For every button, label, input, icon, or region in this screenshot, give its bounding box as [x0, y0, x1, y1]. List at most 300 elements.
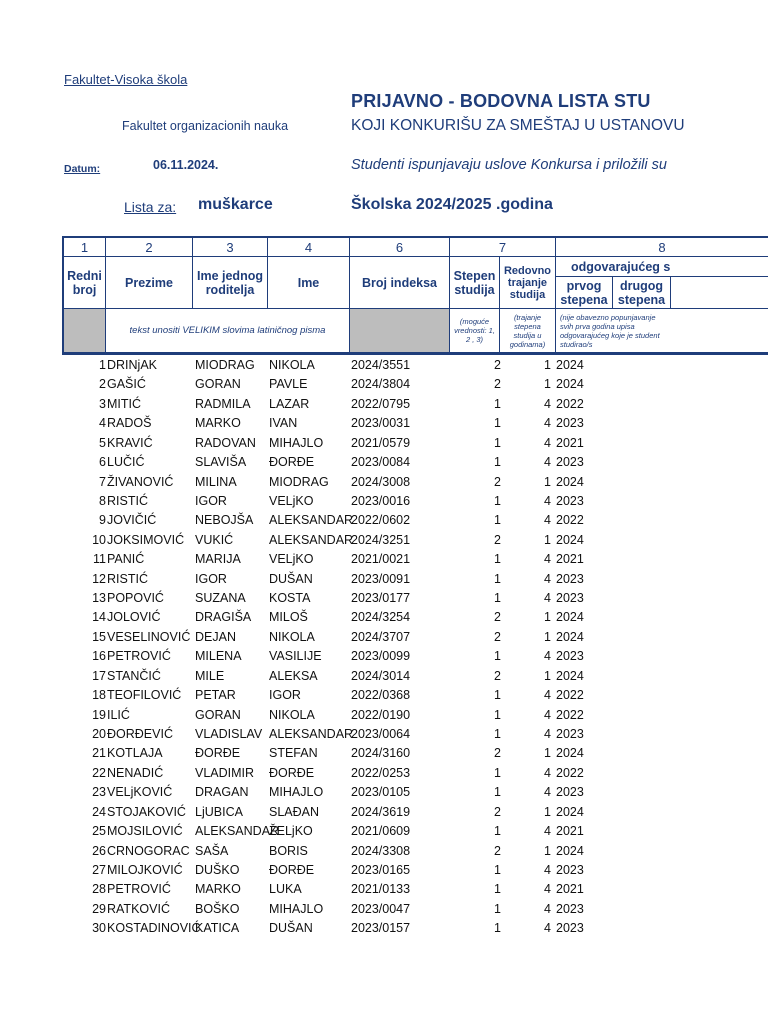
cell-redni-broj: 11: [93, 552, 106, 567]
cell-broj-indeksa: 2023/0084: [351, 455, 411, 470]
cell-godina-upisa: 2024: [556, 746, 584, 761]
cell-redni-broj: 20: [92, 726, 106, 741]
cell-broj-indeksa: 2021/0133: [351, 882, 411, 897]
cell-ime: BORIS: [269, 843, 308, 858]
table-row: [0, 395, 768, 414]
table-row: [0, 803, 768, 822]
cell-ime-roditelja: MARKO: [195, 882, 241, 897]
cell-trajanje: 1: [544, 746, 551, 761]
cell-prezime: TEOFILOVIĆ: [107, 688, 182, 703]
cell-ime: NIKOLA: [269, 629, 315, 644]
table-row: [0, 375, 768, 394]
table-row: [0, 473, 768, 492]
cell-ime: SLAĐAN: [269, 804, 320, 819]
table-row: [0, 511, 768, 530]
cell-broj-indeksa: 2023/0016: [351, 493, 411, 508]
cell-broj-indeksa: 2024/3008: [351, 474, 411, 489]
cell-stepen: 2: [494, 358, 501, 372]
cell-redni-broj: 15: [92, 629, 106, 644]
cell-ime-roditelja: MILE: [195, 668, 225, 683]
cell-trajanje: 4: [544, 824, 551, 839]
cell-ime-roditelja: DRAGIŠA: [195, 610, 252, 625]
hint-stepen: (moguće vrednosti: 1, 2 , 3): [450, 309, 500, 353]
cell-godina-upisa: 2023: [556, 493, 584, 508]
cell-trajanje: 1: [544, 532, 551, 547]
table-row: [0, 744, 768, 763]
cell-trajanje: 1: [544, 474, 551, 489]
cell-godina-upisa: 2021: [556, 824, 584, 839]
cell-prezime: VESELINOVIĆ: [107, 629, 191, 644]
cell-godina-upisa: 2022: [556, 688, 584, 703]
cell-ime-roditelja: SLAVIŠA: [195, 455, 247, 470]
cell-ime: LAZAR: [269, 396, 310, 411]
cell-redni-broj: 17: [92, 668, 106, 683]
cell-stepen: 1: [494, 435, 501, 450]
cell-trajanje: 1: [544, 668, 551, 683]
cell-trajanje: 1: [544, 804, 551, 819]
cell-prezime: JOVIČIĆ: [107, 513, 157, 528]
cell-broj-indeksa: 2023/0177: [351, 591, 411, 606]
table-row: [0, 861, 768, 880]
cell-broj-indeksa: 2024/3254: [351, 610, 411, 625]
table-row: [0, 725, 768, 744]
lista-value: muškarce: [198, 196, 273, 213]
cell-ime: DUŠAN: [269, 571, 313, 586]
cell-ime-roditelja: IGOR: [195, 493, 227, 508]
cell-redni-broj: 4: [99, 416, 106, 431]
cell-ime: ALEKSANDAR: [269, 532, 354, 547]
cell-redni-broj: 22: [92, 765, 106, 780]
cell-ime: ALEKSA: [269, 668, 318, 683]
cell-ime: NIKOLA: [269, 358, 315, 372]
cell-broj-indeksa: 2024/3308: [351, 843, 411, 858]
cell-ime: ĐORĐE: [269, 455, 315, 470]
faculty-name: Fakultet organizacionih nauka: [122, 119, 289, 133]
cell-ime-roditelja: DEJAN: [195, 629, 236, 644]
cell-ime-roditelja: IGOR: [195, 571, 227, 586]
cell-redni-broj: 21: [92, 746, 106, 761]
cell-redni-broj: 12: [92, 571, 106, 586]
cell-trajanje: 4: [544, 726, 551, 741]
header-odgovarajuceg: odgovarajućeg s: [556, 257, 768, 277]
hint-trajanje: (trajanje stepena studija u godinama): [500, 309, 556, 353]
cell-trajanje: 1: [544, 358, 551, 372]
table-row: [0, 628, 768, 647]
fakultet-link[interactable]: Fakultet-Visoka škola: [64, 72, 188, 87]
cell-ime-roditelja: BOŠKO: [195, 901, 240, 916]
cell-broj-indeksa: 2023/0105: [351, 785, 411, 800]
cell-trajanje: 4: [544, 765, 551, 780]
cell-ime-roditelja: KATICA: [195, 921, 240, 936]
cell-godina-upisa: 2024: [556, 804, 584, 819]
cell-prezime: DRINjAK: [107, 358, 158, 372]
cell-ime: NIKOLA: [269, 707, 315, 722]
cell-trajanje: 4: [544, 493, 551, 508]
cell-godina-upisa: 2024: [556, 668, 584, 683]
cell-prezime: PETROVIĆ: [107, 649, 171, 664]
cell-trajanje: 4: [544, 649, 551, 664]
cell-ime-roditelja: PETAR: [195, 688, 236, 703]
cell-prezime: KOTLAJA: [107, 746, 163, 761]
table-row: [0, 880, 768, 899]
hint-gray-index: [350, 309, 450, 353]
col-number-3: 3: [193, 238, 268, 257]
cell-redni-broj: 19: [92, 707, 106, 722]
cell-redni-broj: 27: [92, 862, 106, 877]
col-number-2: 2: [106, 238, 193, 257]
cell-broj-indeksa: 2024/3619: [351, 804, 411, 819]
cell-godina-upisa: 2024: [556, 358, 584, 372]
cell-prezime: ŽIVANOVIĆ: [107, 474, 174, 489]
cell-trajanje: 1: [544, 610, 551, 625]
cell-godina-upisa: 2021: [556, 882, 584, 897]
cell-trajanje: 4: [544, 862, 551, 877]
cell-ime-roditelja: VUKIĆ: [195, 532, 234, 547]
cell-ime-roditelja: GORAN: [195, 377, 241, 392]
table-row: [0, 706, 768, 725]
cell-ime: MIHAJLO: [269, 435, 324, 450]
cell-prezime: RISTIĆ: [107, 571, 148, 586]
cell-stepen: 2: [494, 474, 501, 489]
cell-broj-indeksa: 2023/0047: [351, 901, 411, 916]
table-row: [0, 919, 768, 938]
cell-ime-roditelja: RADMILA: [195, 396, 251, 411]
cell-ime-roditelja: SUZANA: [195, 591, 246, 606]
cell-godina-upisa: 2023: [556, 416, 584, 431]
cell-stepen: 1: [494, 882, 501, 897]
cell-stepen: 2: [494, 610, 501, 625]
cell-stepen: 2: [494, 668, 501, 683]
cell-broj-indeksa: 2024/3251: [351, 532, 411, 547]
cell-ime-roditelja: MARIJA: [195, 552, 241, 567]
table-row: [0, 356, 768, 375]
cell-broj-indeksa: 2022/0602: [351, 513, 411, 528]
cell-stepen: 1: [494, 862, 501, 877]
col-number-8: 8: [556, 238, 768, 257]
cell-godina-upisa: 2023: [556, 455, 584, 470]
cell-ime-roditelja: MILINA: [195, 474, 237, 489]
cell-broj-indeksa: 2022/0795: [351, 396, 411, 411]
cell-prezime: JOKSIMOVIĆ: [107, 532, 185, 547]
cell-stepen: 1: [494, 571, 501, 586]
cell-stepen: 2: [494, 532, 501, 547]
cell-godina-upisa: 2024: [556, 377, 584, 392]
cell-trajanje: 4: [544, 396, 551, 411]
cell-stepen: 1: [494, 591, 501, 606]
cell-godina-upisa: 2023: [556, 591, 584, 606]
header-drugog-stepena: drugog stepena: [613, 277, 671, 309]
cell-ime: MIHAJLO: [269, 785, 324, 800]
cell-stepen: 1: [494, 921, 501, 936]
datum-label: Datum:: [64, 163, 101, 175]
cell-prezime: VELjKOVIĆ: [107, 785, 173, 800]
cell-godina-upisa: 2024: [556, 610, 584, 625]
cell-redni-broj: 26: [92, 843, 106, 858]
cell-ime: DUŠAN: [269, 921, 313, 936]
cell-broj-indeksa: 2023/0157: [351, 921, 411, 936]
cell-godina-upisa: 2021: [556, 435, 584, 450]
cell-trajanje: 4: [544, 513, 551, 528]
page-subtitle: KOJI KONKURIŠU ZA SMEŠTAJ U USTANOVU: [351, 117, 685, 134]
cell-redni-broj: 6: [99, 455, 106, 470]
cell-trajanje: 1: [544, 843, 551, 858]
table-row: [0, 842, 768, 861]
cell-broj-indeksa: 2024/3551: [351, 358, 411, 372]
cell-ime-roditelja: MILENA: [195, 649, 242, 664]
cell-broj-indeksa: 2022/0253: [351, 765, 411, 780]
cell-ime: KOSTA: [269, 591, 311, 606]
cell-trajanje: 4: [544, 688, 551, 703]
cell-redni-broj: 25: [92, 824, 106, 839]
cell-redni-broj: 14: [92, 610, 106, 625]
cell-ime: LUKA: [269, 882, 302, 897]
cell-broj-indeksa: 2023/0031: [351, 416, 411, 431]
table-row: [0, 550, 768, 569]
cell-broj-indeksa: 2022/0190: [351, 707, 411, 722]
cell-prezime: ĐORĐEVIĆ: [107, 726, 173, 741]
cell-stepen: 2: [494, 804, 501, 819]
cell-redni-broj: 13: [92, 591, 106, 606]
cell-prezime: RATKOVIĆ: [107, 901, 170, 916]
cell-redni-broj: 23: [92, 785, 106, 800]
cell-godina-upisa: 2021: [556, 552, 584, 567]
cell-prezime: NENADIĆ: [107, 765, 164, 780]
cell-ime: IVAN: [269, 416, 298, 431]
cell-ime-roditelja: ALEKSANDAR: [195, 824, 280, 839]
header-broj-indeksa: Broj indeksa: [350, 257, 450, 309]
cell-prezime: STOJAKOVIĆ: [107, 804, 186, 819]
cell-stepen: 1: [494, 455, 501, 470]
datum-value: 06.11.2024.: [153, 158, 219, 172]
cell-ime: VELjKO: [269, 493, 314, 508]
cell-godina-upisa: 2023: [556, 571, 584, 586]
cell-stepen: 1: [494, 649, 501, 664]
cell-ime: MILOŠ: [269, 610, 308, 625]
cell-ime: IGOR: [269, 688, 301, 703]
cell-trajanje: 4: [544, 785, 551, 800]
cell-godina-upisa: 2022: [556, 765, 584, 780]
header-ime-roditelja: Ime jednog roditelja: [193, 257, 268, 309]
cell-redni-broj: 7: [99, 474, 106, 489]
cell-ime-roditelja: LjUBICA: [195, 804, 243, 819]
cell-ime: ĐORĐE: [269, 862, 315, 877]
cell-prezime: RADOŠ: [107, 416, 152, 431]
lista-label: Lista za:: [124, 199, 177, 215]
cell-ime: ALEKSANDAR: [269, 513, 354, 528]
cell-broj-indeksa: 2023/0091: [351, 571, 411, 586]
cell-ime: VELjKO: [269, 552, 314, 567]
cell-redni-broj: 10: [92, 532, 106, 547]
cell-trajanje: 4: [544, 901, 551, 916]
cell-prezime: RISTIĆ: [107, 493, 148, 508]
cell-trajanje: 4: [544, 455, 551, 470]
col-number-7: 7: [450, 238, 556, 257]
cell-godina-upisa: 2024: [556, 629, 584, 644]
cell-ime-roditelja: SAŠA: [195, 843, 229, 858]
table-row: [0, 900, 768, 919]
cell-stepen: 2: [494, 377, 501, 392]
cell-prezime: CRNOGORAC: [107, 843, 190, 858]
cell-broj-indeksa: 2023/0064: [351, 726, 411, 741]
cell-prezime: KRAVIĆ: [107, 435, 153, 450]
cell-ime: ĐORĐE: [269, 765, 315, 780]
cell-trajanje: 4: [544, 882, 551, 897]
cell-redni-broj: 8: [99, 493, 106, 508]
cell-prezime: PANIĆ: [107, 552, 145, 567]
cell-ime-roditelja: MIODRAG: [195, 358, 255, 372]
cell-prezime: POPOVIĆ: [107, 591, 164, 606]
cell-ime-roditelja: VLADISLAV: [195, 726, 263, 741]
table-row: [0, 531, 768, 550]
cell-broj-indeksa: 2024/3014: [351, 668, 411, 683]
cell-stepen: 2: [494, 746, 501, 761]
hint-godina: (nije obavezno popunjavanje svih prva godina upisa odgovarajućeg koje je student studirao/s: [556, 309, 768, 353]
cell-trajanje: 1: [544, 629, 551, 644]
header-empty-cell: [671, 277, 768, 309]
cell-broj-indeksa: 2024/3160: [351, 746, 411, 761]
cell-stepen: 1: [494, 513, 501, 528]
cell-ime-roditelja: RADOVAN: [195, 435, 256, 450]
cell-godina-upisa: 2023: [556, 726, 584, 741]
cell-redni-broj: 3: [99, 396, 106, 411]
cell-stepen: 2: [494, 629, 501, 644]
cell-ime-roditelja: VLADIMIR: [195, 765, 255, 780]
table-row: [0, 492, 768, 511]
col-number-4: 4: [268, 238, 350, 257]
cell-broj-indeksa: 2023/0165: [351, 862, 411, 877]
col-number-1: 1: [64, 238, 106, 257]
hint-gray-cell: [64, 309, 106, 353]
cell-stepen: 1: [494, 552, 501, 567]
cell-prezime: ILIĆ: [107, 707, 130, 722]
cell-godina-upisa: 2022: [556, 513, 584, 528]
cell-stepen: 1: [494, 726, 501, 741]
cell-stepen: 1: [494, 493, 501, 508]
cell-ime-roditelja: MARKO: [195, 416, 241, 431]
cell-stepen: 1: [494, 901, 501, 916]
cell-prezime: PETROVIĆ: [107, 882, 171, 897]
school-year: Školska 2024/2025 .godina: [351, 196, 553, 213]
cell-redni-broj: 24: [92, 804, 106, 819]
cell-broj-indeksa: 2024/3804: [351, 377, 411, 392]
conditions-note: Studenti ispunjavaju uslove Konkursa i priložili su: [351, 157, 667, 173]
cell-broj-indeksa: 2023/0099: [351, 649, 411, 664]
cell-stepen: 1: [494, 824, 501, 839]
cell-godina-upisa: 2024: [556, 532, 584, 547]
cell-godina-upisa: 2023: [556, 862, 584, 877]
cell-stepen: 1: [494, 396, 501, 411]
header-prezime: Prezime: [106, 257, 193, 309]
table-row: [0, 783, 768, 802]
cell-godina-upisa: 2022: [556, 396, 584, 411]
header-stepen: Stepen studija: [450, 257, 500, 309]
cell-ime: VASILIJE: [269, 649, 322, 664]
cell-redni-broj: 18: [92, 688, 106, 703]
cell-ime-roditelja: ĐORĐE: [195, 746, 241, 761]
cell-trajanje: 4: [544, 707, 551, 722]
cell-godina-upisa: 2023: [556, 901, 584, 916]
page-title: PRIJAVNO - BODOVNA LISTA STU: [351, 91, 651, 111]
cell-trajanje: 4: [544, 571, 551, 586]
header-ime: Ime: [268, 257, 350, 309]
cell-godina-upisa: 2023: [556, 785, 584, 800]
table-row: [0, 453, 768, 472]
cell-godina-upisa: 2024: [556, 474, 584, 489]
cell-redni-broj: 5: [99, 435, 106, 450]
cell-ime: STEFAN: [269, 746, 318, 761]
table-header-bottom-border: [62, 353, 768, 355]
cell-broj-indeksa: 2022/0368: [351, 688, 411, 703]
cell-trajanje: 4: [544, 416, 551, 431]
cell-redni-broj: 28: [92, 882, 106, 897]
cell-ime: ALEKSANDAR: [269, 726, 354, 741]
cell-prezime: JOLOVIĆ: [107, 610, 161, 625]
cell-godina-upisa: 2023: [556, 921, 584, 936]
cell-godina-upisa: 2023: [556, 649, 584, 664]
cell-trajanje: 4: [544, 435, 551, 450]
cell-trajanje: 4: [544, 552, 551, 567]
table-row: [0, 764, 768, 783]
cell-stepen: 1: [494, 707, 501, 722]
table-row: [0, 414, 768, 433]
cell-redni-broj: 29: [92, 901, 106, 916]
cell-ime: PAVLE: [269, 377, 308, 392]
cell-broj-indeksa: 2021/0609: [351, 824, 411, 839]
cell-prezime: STANČIĆ: [107, 668, 161, 683]
cell-ime: ŽELjKO: [269, 824, 313, 839]
cell-redni-broj: 30: [92, 921, 106, 936]
cell-stepen: 1: [494, 785, 501, 800]
cell-ime-roditelja: GORAN: [195, 707, 241, 722]
cell-prezime: LUČIĆ: [107, 455, 145, 470]
cell-trajanje: 1: [544, 377, 551, 392]
cell-stepen: 1: [494, 688, 501, 703]
table-row: [0, 434, 768, 453]
cell-trajanje: 4: [544, 921, 551, 936]
table-row: [0, 570, 768, 589]
header-prvog-stepena: prvog stepena: [556, 277, 613, 309]
header-redni-broj: Redni broj: [64, 257, 106, 309]
cell-redni-broj: 2: [99, 377, 106, 392]
table-row: [0, 608, 768, 627]
cell-broj-indeksa: 2024/3707: [351, 629, 411, 644]
cell-broj-indeksa: 2021/0579: [351, 435, 411, 450]
cell-trajanje: 4: [544, 591, 551, 606]
cell-prezime: GAŠIĆ: [107, 377, 146, 392]
table-row: [0, 589, 768, 608]
cell-stepen: 1: [494, 416, 501, 431]
cell-stepen: 1: [494, 765, 501, 780]
header-trajanje: Redovno trajanje studija: [500, 257, 556, 309]
cell-stepen: 2: [494, 843, 501, 858]
table-row: [0, 822, 768, 841]
cell-prezime: MITIĆ: [107, 396, 142, 411]
table-row: [0, 686, 768, 705]
cell-ime-roditelja: NEBOJŠA: [195, 513, 254, 528]
col-number-6: 6: [350, 238, 450, 257]
cell-redni-broj: 1: [99, 358, 106, 372]
cell-ime-roditelja: DUŠKO: [195, 862, 240, 877]
cell-ime-roditelja: DRAGAN: [195, 785, 249, 800]
table-row: [0, 647, 768, 666]
table-row: [0, 667, 768, 686]
hint-velikim: tekst unositi VELIKIM slovima latiničnog pisma: [106, 309, 350, 353]
cell-godina-upisa: 2024: [556, 843, 584, 858]
cell-prezime: KOSTADINOVIĆ: [107, 921, 201, 936]
cell-broj-indeksa: 2021/0021: [351, 552, 411, 567]
cell-prezime: MOJSILOVIĆ: [107, 824, 183, 839]
cell-ime: MIHAJLO: [269, 901, 324, 916]
